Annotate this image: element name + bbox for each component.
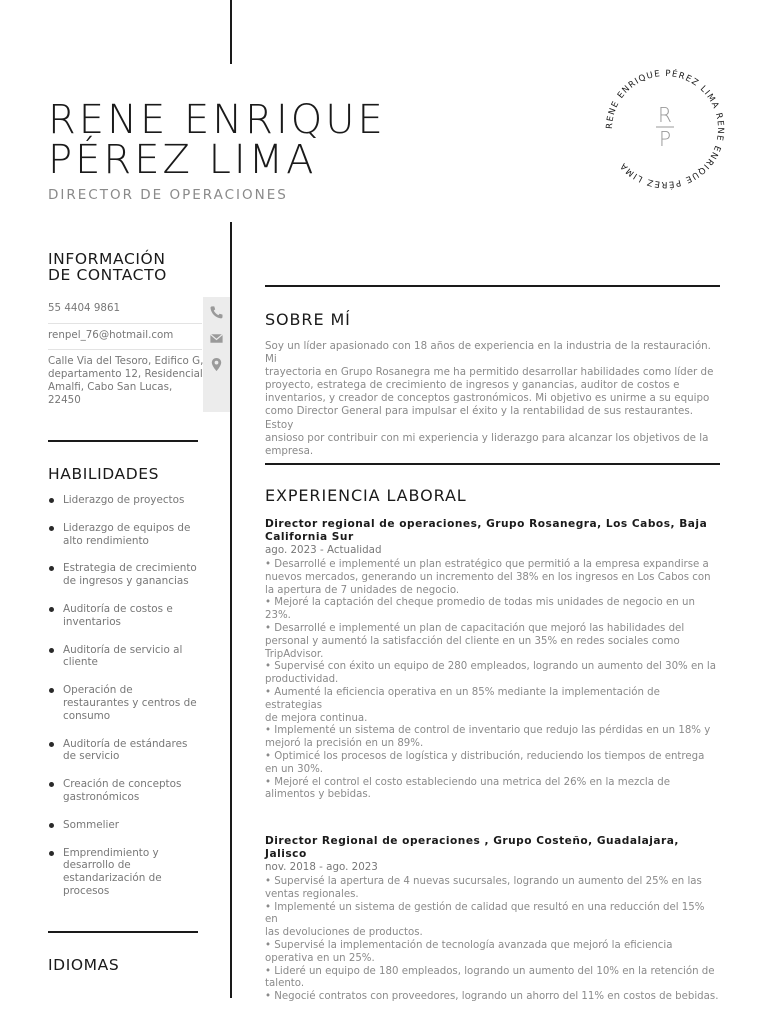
job-achievement-line: • Supervisé la apertura de 4 nuevas sucursales, logrando un aumento del 25% en las	[265, 876, 702, 887]
contact-icon-strip	[203, 297, 230, 412]
job-achievement-line: operativa en un 25%.	[265, 952, 375, 964]
job-achievement-line: productividad.	[265, 674, 339, 686]
skill-item	[48, 778, 208, 804]
skill-item-line: Operación de	[63, 684, 133, 697]
monogram-logo	[602, 66, 728, 192]
skill-item-line: procesos	[63, 884, 110, 897]
contact-divider	[48, 323, 202, 324]
sidebar-divider	[48, 931, 198, 933]
skill-item-line: Emprendimiento y	[63, 846, 159, 859]
job-achievement-line: 23%.	[265, 610, 291, 622]
section-divider	[265, 463, 720, 465]
skill-item	[48, 819, 208, 832]
job-title: Director Regional de operaciones , Grupo Costeño, Guadalajara, Jalisco	[265, 835, 679, 860]
contact-heading	[48, 251, 167, 283]
address-line: Calle Via del Tesoro, Edifico G,	[48, 355, 204, 367]
about-line: trayectoria en Grupo Rosanegra me ha permitido desarrollar habilidades como líder de	[265, 366, 714, 379]
skill-item	[48, 494, 208, 507]
job-achievement-line: ventas regionales.	[265, 888, 359, 900]
job-achievement-line: personal y aumentó la satisfacción del cliente en un 35% en redes sociales como	[265, 635, 680, 647]
column-vertical-divider	[230, 222, 232, 998]
job-title: California Sur	[265, 531, 354, 543]
job-achievement-line: • Negocié contratos con proveedores, logrando un ahorro del 11% en costos de bebidas.	[265, 991, 719, 1003]
languages-heading: IDIOMAS	[48, 956, 120, 974]
skill-item-line: de ingresos y ganancias	[63, 575, 189, 588]
job-achievement-line: • Supervisé con éxito un equipo de 280 empleados, logrando un aumento del 30% en la	[265, 661, 717, 673]
monogram-letter-r: R	[658, 103, 672, 127]
job-achievement-line: • Implementé un sistema de control de inventario que redujo las pérdidas en un 18% y	[265, 725, 711, 737]
job-achievement-line: • Mejoré la captación del cheque promedio de todas mis unidades de negocio en un	[265, 597, 695, 609]
skill-item-line: Auditoría de servicio al	[63, 643, 183, 656]
job-achievement-line: • Implementé un sistema de gestión de calidad que resultó en una reducción del 15% en	[265, 901, 705, 926]
skill-item-line: Auditoría de estándares	[63, 737, 188, 750]
skill-item	[48, 562, 208, 588]
skill-item-line: Auditoría de costos e	[63, 602, 173, 615]
about-line: inventarios, y creador de conceptos gastronómicos. Mi objetivo es unirme a su equipo	[265, 392, 710, 405]
contact-phone: 55 4404 9861	[48, 302, 121, 314]
contact-address	[48, 355, 204, 407]
about-line: empresa.	[265, 444, 314, 457]
monogram-letter-p: P	[658, 127, 672, 151]
skill-item	[48, 847, 208, 898]
job-achievement-line: • Mejoré el control el costo estableciendo una metrica del 26% en la mezcla de	[265, 776, 670, 788]
job-achievement-line: TripAdvisor.	[265, 648, 324, 660]
about-line: ansioso por contribuir con mi experiencia y liderazgo para alcanzar los objetivos de la	[265, 431, 709, 444]
contact-email: renpel_76@hotmail.com	[48, 329, 174, 341]
skill-item-line: desarrollo de	[63, 859, 131, 872]
about-line: Soy un líder apasionado con 18 años de experiencia en la industria de la restauración. Mi	[265, 340, 711, 366]
job-dates: nov. 2018 - ago. 2023	[265, 861, 378, 873]
skill-item-line: estandarización de	[63, 872, 162, 885]
about-line: proyecto, estratega de crecimiento de ingresos y ganancias, auditor de costos e	[265, 379, 680, 392]
skill-item-line: gastronómicos	[63, 790, 140, 803]
contact-heading-line-2: DE CONTACTO	[48, 266, 167, 284]
experience-entry	[265, 518, 720, 802]
skill-item-line: Sommelier	[63, 818, 120, 831]
job-dates: ago. 2023 - Actualidad	[265, 544, 382, 556]
job-achievement-line: en un 30%.	[265, 763, 323, 775]
job-achievement-line: • Desarrollé e implementé un plan estratégico que permitió a la empresa expandirse a	[265, 559, 709, 570]
address-line: 22450	[48, 394, 81, 406]
job-achievement-line: las devoluciones de productos.	[265, 927, 423, 939]
contact-divider	[48, 349, 202, 350]
phone-icon	[209, 305, 224, 320]
skill-item-line: Liderazgo de proyectos	[63, 494, 185, 506]
skill-item	[48, 738, 208, 764]
monogram-ring-text: RENE ENRIQUE PÉREZ LIMA RENE ENRIQUE PÉREZ LIMA	[604, 68, 726, 190]
skills-list	[48, 494, 208, 913]
skill-item-line: inventarios	[63, 615, 121, 628]
skill-item-line: Creación de conceptos	[63, 778, 182, 791]
job-achievement-line: talento.	[265, 978, 305, 990]
skill-item-line: consumo	[63, 709, 111, 722]
sidebar-divider	[48, 440, 198, 442]
skill-item-line: Estrategia de crecimiento	[63, 562, 197, 575]
job-achievement-line: • Optimicé los procesos de logística y distribución, reduciendo los tiempos de entrega	[265, 750, 705, 762]
candidate-title: DIRECTOR DE OPERACIONES	[48, 187, 288, 203]
job-achievement-line: • Aumenté la eficiencia operativa en un 85% mediante la implementación de estrategias	[265, 686, 660, 711]
address-line: Amalfi, Cabo San Lucas,	[48, 381, 173, 393]
job-achievement-line: • Supervisé la implementación de tecnología avanzada que mejoró la eficiencia	[265, 939, 673, 951]
skill-item	[48, 644, 208, 670]
job-achievement-line: • Desarrollé e implementé un plan de capacitación que mejoró las habilidades del	[265, 622, 685, 634]
experience-entry	[265, 835, 720, 1004]
name-line-1: RENE ENRIQUE	[48, 97, 386, 143]
job-achievement-line: alimentos y bebidas.	[265, 789, 371, 801]
job-achievement-line: nuevos mercados, generando un incremento del 38% en los ingresos en Los Cabos con	[265, 571, 711, 583]
candidate-name	[48, 97, 568, 183]
skill-item	[48, 603, 208, 629]
address-line: departamento 12, Residencial	[48, 368, 203, 380]
name-line-2: PÉREZ LIMA	[48, 137, 317, 183]
skill-item-line: alto rendimiento	[63, 534, 149, 547]
about-heading: SOBRE MÍ	[265, 310, 351, 329]
skill-item-line: de servicio	[63, 750, 120, 763]
location-pin-icon	[209, 357, 224, 372]
experience-heading: EXPERIENCIA LABORAL	[265, 486, 467, 505]
job-achievement-line: de mejora continua.	[265, 712, 368, 724]
contact-heading-line-1: INFORMACIÓN	[48, 250, 166, 268]
skills-heading: HABILIDADES	[48, 465, 160, 483]
mail-icon	[209, 331, 224, 346]
about-text	[265, 340, 720, 458]
job-achievement-line: mejoró la precisión en un 89%.	[265, 738, 424, 750]
job-title: Director regional de operaciones, Grupo Rosanegra, Los Cabos, Baja	[265, 518, 708, 530]
top-vertical-divider	[230, 0, 232, 64]
about-line: como Director General para impulsar el éxito y la rentabilidad de sus restaurantes. Estoy	[265, 405, 694, 431]
skill-item	[48, 522, 208, 548]
job-achievement-line: la apertura de 7 unidades de negocio.	[265, 584, 460, 596]
skill-item	[48, 684, 208, 722]
skill-item-line: Liderazgo de equipos de	[63, 521, 191, 534]
skill-item-line: cliente	[63, 656, 98, 669]
section-divider	[265, 285, 720, 287]
job-achievement-line: • Lideré un equipo de 180 empleados, logrando un aumento del 10% en la retención de	[265, 965, 715, 977]
skill-item-line: restaurantes y centros de	[63, 696, 197, 709]
